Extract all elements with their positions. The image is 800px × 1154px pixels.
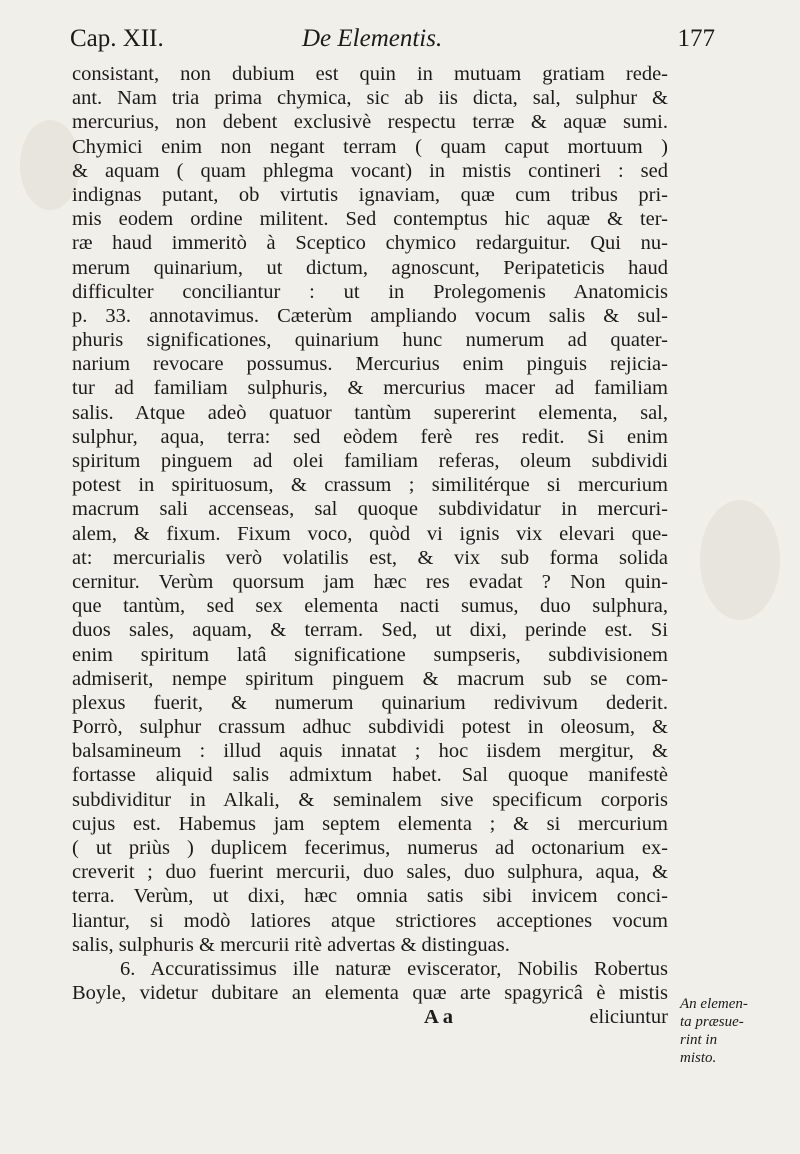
- text-line: phuris significationes, quinarium hunc numerum ad quater-: [72, 329, 668, 352]
- text-line: indignas putant, ob virtutis ignaviam, quæ cum tribus pri-: [72, 183, 668, 206]
- text-line: duos sales, aquam, & terram. Sed, ut dixi, perinde est. Si: [72, 619, 668, 642]
- text-line: mis eodem ordine militent. Sed contemptus hic aquæ & ter-: [72, 208, 668, 231]
- text-line: spiritum pinguem ad olei familiam referas, oleum subdividi: [72, 450, 668, 472]
- text-line: & aquam ( quam phlegma vocant) in mistis contineri : sed: [72, 159, 668, 182]
- text-line: at: mercurialis verò volatilis est, & vix sub forma solida: [72, 546, 668, 569]
- text-line: Porrò, sulphur crassum adhuc subdividi potest in oleosum, &: [72, 716, 668, 739]
- numbered-paragraph-start: 6. Accuratissimus ille naturæ eviscerator, Nobilis Robertus: [120, 957, 668, 980]
- running-head: [70, 22, 715, 56]
- text-line: plexus fuerit, & numerum quinarium redivivum dederit.: [72, 691, 668, 714]
- paper-stain: [700, 500, 780, 620]
- signature-mark: A a: [424, 1006, 454, 1029]
- text-line: consistant, non dubium est quin in mutuam gratiam rede-: [72, 63, 668, 85]
- marginal-note-line: ta præsue-: [680, 1014, 744, 1030]
- text-line: ræ haud immeritò à Sceptico chymico redarguitur. Qui nu-: [72, 232, 668, 255]
- text-line: ant. Nam tria prima chymica, sic ab iis dicta, sal, sulphur &: [72, 87, 668, 110]
- footer-line: [72, 1005, 668, 1029]
- text-line: Chymici enim non negant terram ( quam caput mortuum ): [72, 135, 668, 158]
- text-line: que tantùm, sed sex elementa nacti sumus, duo sulphura,: [72, 595, 668, 618]
- text-line: terra. Verùm, ut dixi, hæc omnia satis sibi invicem conci-: [72, 885, 668, 908]
- text-line: ( ut priùs ) duplicem fecerimus, numerus ad octonarium ex-: [72, 837, 668, 859]
- text-line: Boyle, videtur dubitare an elementa quæ arte spagyricâ è mistis: [72, 982, 668, 1005]
- paper-stain: [20, 120, 80, 210]
- body-text: [72, 62, 668, 1030]
- text-line: subdividitur in Alkali, & seminalem sive specificum corporis: [72, 788, 668, 811]
- text-line: macrum sali accenseas, sal quoque subdividatur in mercuri-: [72, 498, 668, 521]
- page-number: 177: [677, 25, 715, 52]
- paragraph-end-line: salis, sulphuris & mercurii ritè advertas & distinguas.: [72, 933, 510, 956]
- running-title: De Elementis.: [302, 25, 443, 52]
- text-line: tur ad familiam sulphuris, & mercurius macer ad familiam: [72, 377, 668, 400]
- marginal-note-line: misto.: [680, 1050, 717, 1066]
- text-line: enim spiritum latâ significatione sumpseris, subdivisionem: [72, 643, 668, 666]
- text-line: liantur, si modò latiores atque strictiores acceptiones vocum: [72, 909, 668, 932]
- text-line: cujus est. Habemus jam septem elementa ; & si mercurium: [72, 812, 668, 835]
- text-line: fortasse aliquid salis admixtum habet. Sal quoque manifestè: [72, 764, 668, 787]
- catchword: eliciuntur: [589, 1006, 668, 1029]
- text-line: narium revocare possumus. Mercurius enim pinguis rejicia-: [72, 353, 668, 376]
- text-line: merum quinarium, ut dictum, agnoscunt, Peripateticis haud: [72, 256, 668, 279]
- marginal-note-line: rint in: [680, 1032, 718, 1048]
- text-line: salis. Atque adeò quatuor tantùm supererint elementa, sal,: [72, 401, 668, 424]
- marginal-note: [680, 995, 780, 1067]
- text-line: alem, & fixum. Fixum voco, quòd vi ignis vix elevari que-: [72, 522, 668, 545]
- text-line: creverit ; duo fuerint mercurii, duo sales, duo sulphura, aqua, &: [72, 861, 668, 884]
- marginal-note-line: An elemen-: [680, 996, 748, 1012]
- text-line: balsamineum : illud aquis innatat ; hoc iisdem mergitur, &: [72, 740, 668, 763]
- text-line: potest in spirituosum, & crassum ; similitérque si mercurium: [72, 474, 668, 497]
- text-line: cernitur. Verùm quorsum jam hæc res evadat ? Non quin-: [72, 570, 668, 593]
- text-line: p. 33. annotavimus. Cæterùm ampliando vocum salis & sul-: [72, 304, 668, 327]
- text-line: sulphur, aqua, terra: sed eòdem ferè res redit. Si enim: [72, 425, 668, 448]
- text-line: difficulter conciliantur : ut in Prolegomenis Anatomicis: [72, 280, 668, 303]
- text-line: mercurius, non debent exclusivè respectu terræ & aquæ sumi.: [72, 111, 668, 134]
- chapter-label: Cap. XII.: [70, 25, 164, 52]
- text-line: admiserit, nempe spiritum pinguem & macrum sub se com-: [72, 667, 668, 690]
